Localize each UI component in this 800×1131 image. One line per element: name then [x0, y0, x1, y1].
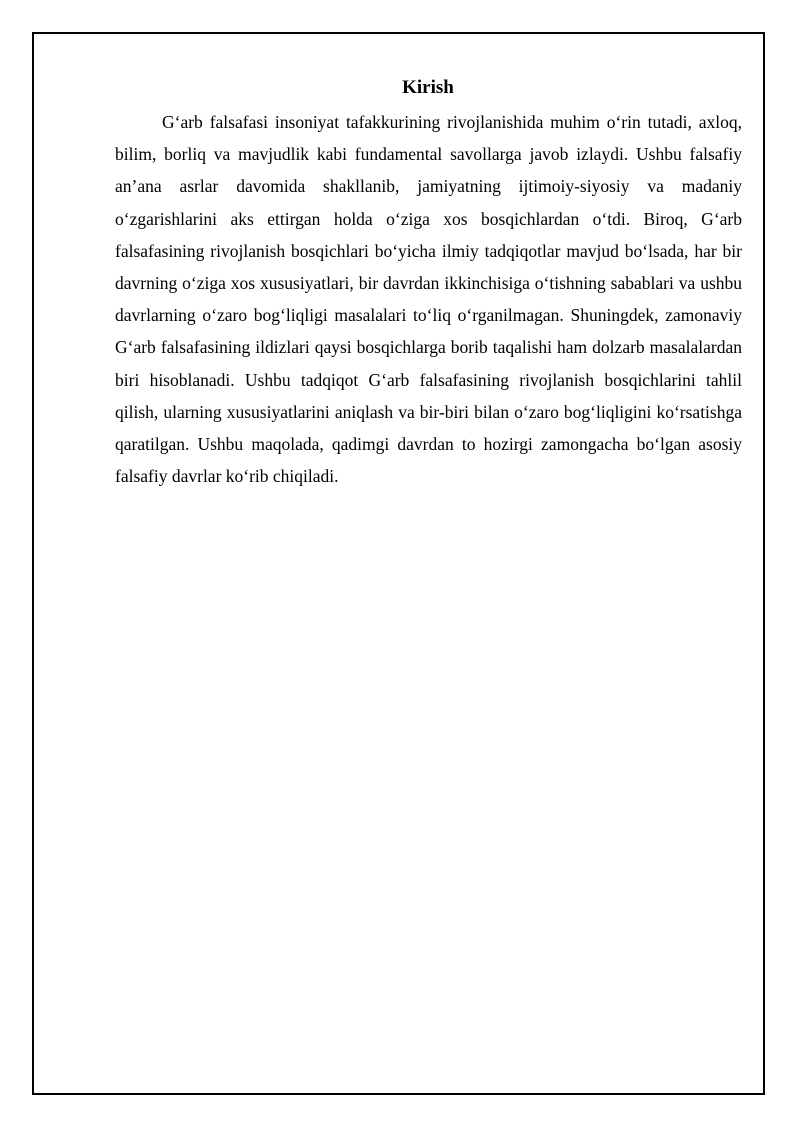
intro-paragraph: G‘arb falsafasi insoniyat tafakkurining rivojlanishida muhim o‘rin tutadi, axloq, bilim, borliq va mavjudlik kabi fundamental savollarga javob izlaydi. Ushbu falsafiy an’ana asrlar davomida shakllanib, jamiyatning ijtimoiy-siyosiy va madaniy o‘zgarishlarini aks ettirgan holda o‘ziga xos bosqichlardan o‘tdi. Biroq, G‘arb falsafasining rivojlanish bosqichlari bo‘yicha ilmiy tadqiqotlar mavjud bo‘lsada, har bir davrning o‘ziga xos xususiyatlari, bir davrdan ikkinchisiga o‘tishning sabablari va ushbu davrlarning o‘zaro bog‘liqligi masalalari to‘liq o‘rganilmagan. Shuningdek, zamonaviy G‘arb falsafasining ildizlari qaysi bosqichlarga borib taqalishi ham dolzarb masalalardan biri hisoblanadi. Ushbu tadqiqot G‘arb falsafasining rivojlanish bosqichlarini tahlil qilish, ularning xususiyatlarini aniqlash va bir-biri bilan o‘zaro bog‘liqligini ko‘rsatishga qaratilgan. Ushbu maqolada, qadimgi davrdan to hozirgi zamongacha bo‘lgan asosiy falsafiy davrlar ko‘rib chiqiladi.	[115, 112, 742, 487]
section-heading: Kirish	[402, 77, 454, 98]
